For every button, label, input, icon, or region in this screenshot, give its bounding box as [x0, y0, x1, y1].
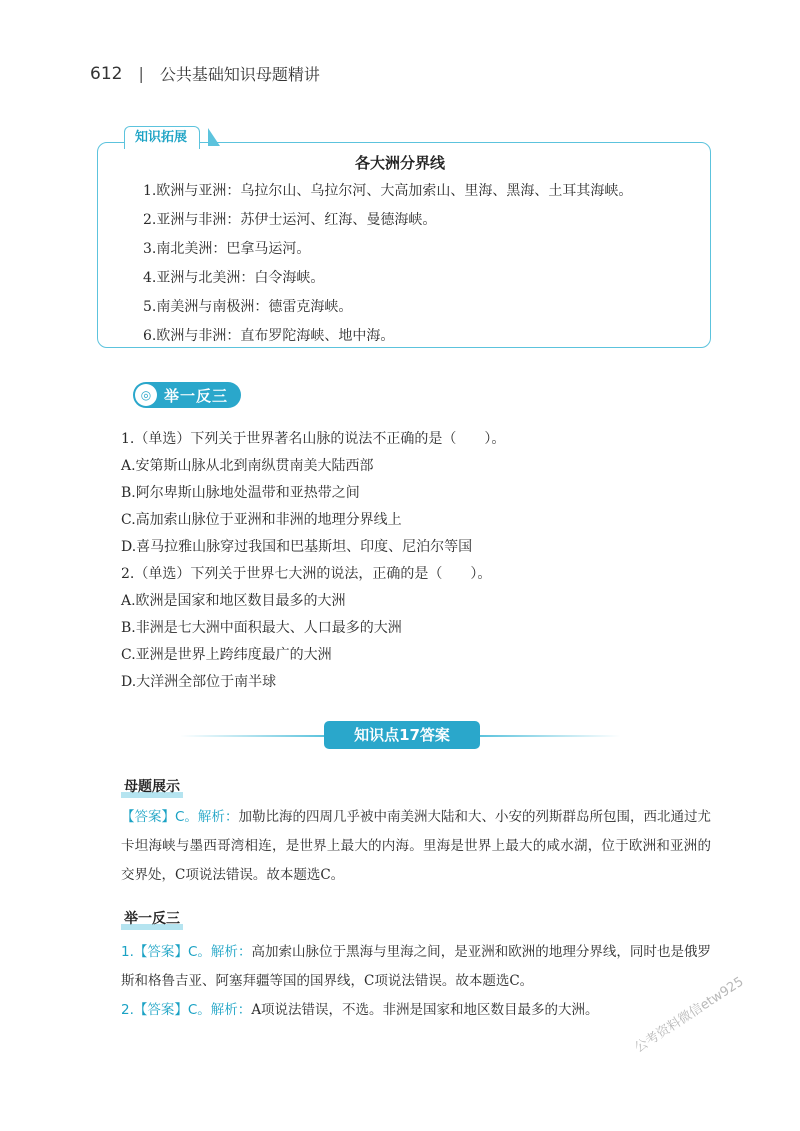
list-item: 3.南北美洲：巴拿马运河。	[143, 241, 311, 257]
answer-text: 加勒比海的四周几乎被中南美洲大陆和大、小安的列斯群岛所包围，西北通过尤卡坦海峡与墨西哥湾相连，是世界上最大的内海。里海是世界上最大的咸水湖，位于欧洲和亚洲的交界处，C项说法错误。故本题选C。	[121, 809, 712, 883]
practice-answer-2	[121, 996, 711, 1025]
question-1: 1.（单选）下列关于世界著名山脉的说法不正确的是（ ）。	[121, 431, 506, 447]
knowledge-tab: 知识拓展	[124, 126, 200, 149]
header-separator: |	[138, 64, 144, 83]
divider-right	[480, 735, 620, 737]
option-1c: C.高加索山脉位于亚洲和非洲的地理分界线上	[121, 512, 402, 528]
boundary-list	[143, 180, 632, 354]
tab-corner-decoration	[208, 128, 220, 146]
answer-tag: 2.【答案】C。解析：	[121, 1002, 252, 1018]
list-item: 4.亚洲与北美洲：白令海峡。	[143, 270, 325, 286]
option-2b: B.非洲是七大洲中面积最大、人口最多的大洲	[121, 620, 402, 636]
badge-label: 举一反三	[164, 386, 229, 405]
option-2c: C.亚洲是世界上跨纬度最广的大洲	[121, 647, 332, 663]
practice-answers-heading: 举一反三	[121, 908, 183, 928]
practice-answer-1	[121, 938, 711, 996]
list-item: 6.欧洲与非洲：直布罗陀海峡、地中海。	[143, 328, 395, 344]
option-1a: A.安第斯山脉从北到南纵贯南美大陆西部	[121, 458, 374, 474]
answer-text: A项说法错误，不选。非洲是国家和地区数目最多的大洲。	[251, 1002, 599, 1018]
mother-heading: 母题展示	[121, 776, 183, 796]
watermark: 公考资料微信etw925	[632, 974, 747, 1056]
page-number: 612	[90, 63, 123, 84]
mother-answer	[121, 803, 711, 890]
option-1d: D.喜马拉雅山脉穿过我国和巴基斯坦、印度、尼泊尔等国	[121, 539, 473, 555]
list-item: 1.欧洲与亚洲：乌拉尔山、乌拉尔河、大高加索山、里海、黑海、土耳其海峡。	[143, 183, 633, 199]
knowledge-title: 各大洲分界线	[354, 154, 445, 172]
option-2a: A.欧洲是国家和地区数目最多的大洲	[121, 593, 346, 609]
answers-banner: 知识点17答案	[324, 721, 480, 749]
option-2d: D.大洋洲全部位于南半球	[121, 674, 277, 690]
divider-left	[180, 735, 324, 737]
book-title: 公共基础知识母题精讲	[159, 65, 320, 84]
list-item: 5.南美洲与南极洲：德雷克海峡。	[143, 299, 353, 315]
option-1b: B.阿尔卑斯山脉地处温带和亚热带之间	[121, 485, 360, 501]
answer-text: 高加索山脉位于黑海与里海之间，是亚洲和欧洲的地理分界线，同时也是俄罗斯和格鲁吉亚、阿塞拜疆等国的国界线，C项说法错误。故本题选C。	[121, 944, 711, 989]
target-icon: ◎	[135, 384, 157, 406]
list-item: 2.亚洲与非洲：苏伊士运河、红海、曼德海峡。	[143, 212, 437, 228]
page-header	[90, 62, 320, 85]
answer-tag: 1.【答案】C。解析：	[121, 944, 252, 960]
question-2: 2.（单选）下列关于世界七大洲的说法，正确的是（ ）。	[121, 566, 492, 582]
answer-tag: 【答案】C。解析：	[121, 809, 239, 825]
practice-badge	[133, 382, 241, 408]
